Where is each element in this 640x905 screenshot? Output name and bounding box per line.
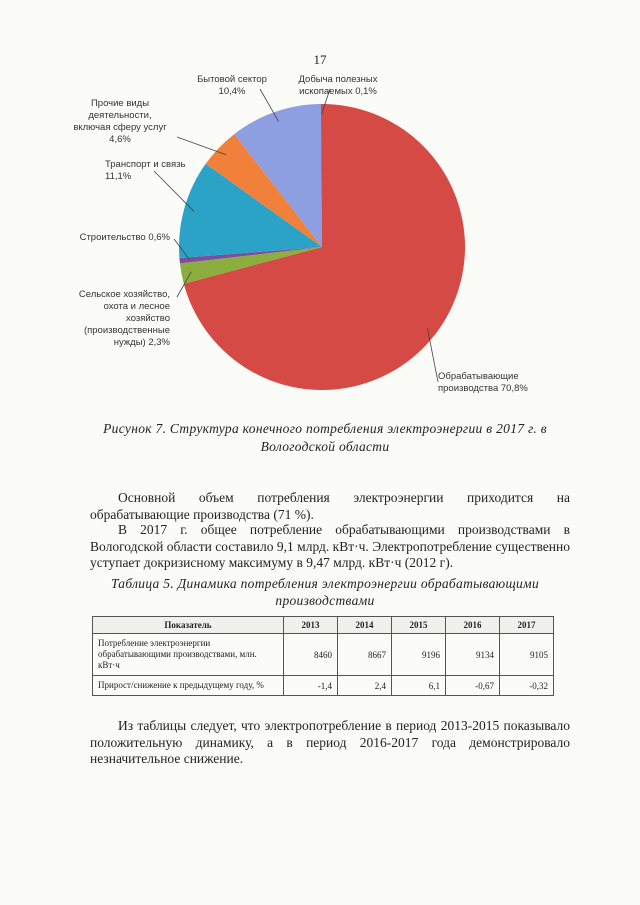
slice-label bbox=[299, 74, 378, 97]
pie-slices bbox=[179, 104, 465, 390]
slice-label bbox=[73, 98, 167, 145]
row-indicator: Потребление электроэнергии обрабатывающими производствами, млн. кВт·ч bbox=[93, 634, 284, 676]
leader-line bbox=[177, 137, 226, 155]
paragraph-1-text: Основной объем потребления электроэнергии приходится на обрабатывающие производства (71 %). bbox=[90, 490, 570, 522]
slice-label-line: 10,4% bbox=[218, 86, 246, 97]
slice-label-line: деятельности, bbox=[88, 110, 152, 121]
slice-label-line: производства 70,8% bbox=[438, 383, 528, 394]
pie-chart bbox=[62, 64, 562, 404]
table-cell: -0,67 bbox=[446, 676, 500, 696]
slice-label-line: 4,6% bbox=[109, 134, 131, 145]
slice-label bbox=[79, 289, 171, 348]
consumption-table bbox=[92, 616, 554, 696]
table-row bbox=[93, 676, 554, 696]
table-title bbox=[80, 575, 570, 609]
slice-label bbox=[197, 74, 267, 97]
page-number: 17 bbox=[313, 52, 327, 67]
slice-label-line: Прочие виды bbox=[90, 98, 150, 109]
header-indicator: Показатель bbox=[93, 617, 284, 634]
figure-caption bbox=[80, 420, 570, 456]
slice-label-line: ископаемых 0,1% bbox=[299, 86, 377, 97]
figure-caption-line1: Рисунок 7. Структура конечного потребления электроэнергии в 2017 г. в bbox=[103, 421, 547, 436]
table-cell: 6,1 bbox=[392, 676, 446, 696]
table-title-line2: производствами bbox=[275, 593, 375, 608]
leader-line bbox=[154, 171, 194, 211]
slice-label-line: включая сферу услуг bbox=[73, 122, 167, 133]
slice-label-line: (производственные bbox=[83, 325, 170, 336]
table-row bbox=[93, 634, 554, 676]
slice-label bbox=[438, 371, 528, 394]
table-cell: 2,4 bbox=[338, 676, 392, 696]
slice-label bbox=[105, 159, 185, 182]
figure-caption-line2: Вологодской области bbox=[260, 439, 390, 454]
header-2014: 2014 bbox=[338, 617, 392, 634]
slice-label-line: Добыча полезных bbox=[298, 74, 378, 85]
slice-label-line: Строительство 0,6% bbox=[79, 232, 170, 243]
slice-label-line: Обрабатывающие bbox=[438, 371, 519, 382]
table-cell: 9134 bbox=[446, 634, 500, 676]
paragraph-3 bbox=[90, 718, 570, 768]
slice-label-line: хозяйство bbox=[126, 313, 170, 324]
table-cell: 9105 bbox=[500, 634, 554, 676]
paragraph-1 bbox=[90, 490, 570, 523]
table-title-line1: Таблица 5. Динамика потребления электроэнергии обрабатывающими bbox=[110, 576, 540, 591]
row-indicator: Прирост/снижение к предыдущему году, % bbox=[93, 676, 284, 696]
table-header-row bbox=[93, 617, 554, 634]
table-cell: -0,32 bbox=[500, 676, 554, 696]
slice-label-line: 11,1% bbox=[105, 171, 132, 182]
slice-label-line: Бытовой сектор bbox=[197, 74, 267, 85]
table-cell: 8460 bbox=[284, 634, 338, 676]
header-2015: 2015 bbox=[392, 617, 446, 634]
slice-label-line: Транспорт и связь bbox=[105, 159, 186, 170]
table-cell: 8667 bbox=[338, 634, 392, 676]
header-2013: 2013 bbox=[284, 617, 338, 634]
slice-label-line: Сельское хозяйство, bbox=[78, 289, 170, 300]
slice-label bbox=[80, 232, 171, 243]
slice-label-line: охота и лесное bbox=[103, 301, 170, 312]
slice-label-line: нужды) 2,3% bbox=[113, 337, 170, 348]
header-2016: 2016 bbox=[446, 617, 500, 634]
paragraph-2 bbox=[90, 522, 570, 572]
paragraph-3-text: Из таблицы следует, что электропотребление в период 2013-2015 показывало положительную динамику, а в период 2016-2017 года демонстрировало незначительное снижение. bbox=[90, 718, 570, 766]
table-cell: 9196 bbox=[392, 634, 446, 676]
table-cell: -1,4 bbox=[284, 676, 338, 696]
header-2017: 2017 bbox=[500, 617, 554, 634]
paragraph-2-text: В 2017 г. общее потребление обрабатывающими производствами в Вологодской области составило 9,1 млрд. кВт·ч. Электропотребление существенно уступает докризисному максимуму в 9,47 млрд. кВт·ч (2012 г). bbox=[90, 522, 570, 570]
